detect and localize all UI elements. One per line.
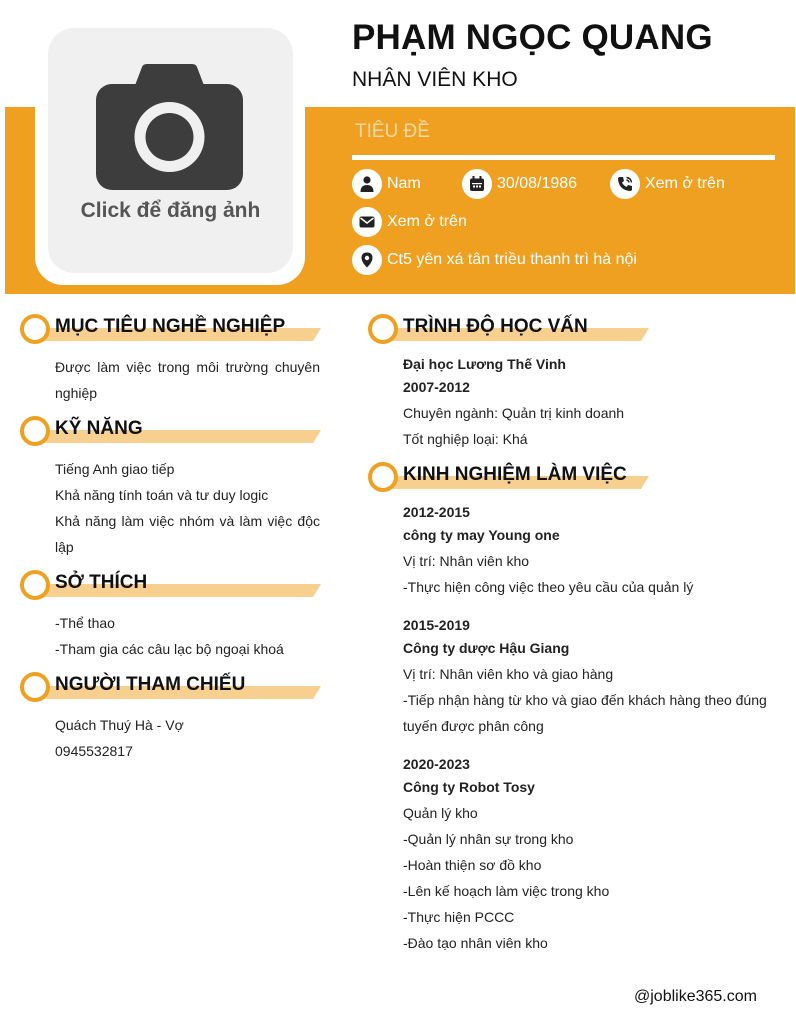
section-marker <box>20 672 50 702</box>
hobby-item[interactable]: -Tham gia các câu lạc bộ ngoại khoá <box>55 641 284 657</box>
job-title[interactable]: NHÂN VIÊN KHO <box>352 68 518 91</box>
skill-item[interactable]: Tiếng Anh giao tiếp <box>55 461 175 477</box>
birthday-value: 30/08/1986 <box>497 175 578 192</box>
section-hobbies <box>20 569 320 603</box>
job-line[interactable]: Vị trí: Nhân viên kho và giao hàng <box>403 666 614 682</box>
gender-row[interactable] <box>352 169 421 199</box>
job-company[interactable]: công ty may Young one <box>403 527 560 543</box>
job-years[interactable]: 2015-2019 <box>403 617 470 633</box>
section-title[interactable]: SỞ THÍCH <box>55 572 148 593</box>
section-experience <box>368 461 648 495</box>
photo-caption: Click để đăng ảnh <box>80 199 261 222</box>
section-education <box>368 313 648 347</box>
education-grade[interactable]: Tốt nghiệp loại: Khá <box>403 431 528 447</box>
user-icon <box>352 169 382 199</box>
job-company[interactable]: Công ty Robot Tosy <box>403 779 535 795</box>
education-major[interactable]: Chuyên ngành: Quản trị kinh doanh <box>403 405 625 421</box>
phone-icon <box>610 169 640 199</box>
job-line[interactable]: -Lên kế hoạch làm việc trong kho <box>403 883 610 899</box>
job-years[interactable]: 2020-2023 <box>403 756 470 772</box>
section-title[interactable]: KỸ NĂNG <box>55 418 143 439</box>
job-line[interactable]: -Thực hiện công việc theo yêu cầu của quản lý <box>403 579 694 595</box>
section-objective <box>20 313 320 347</box>
section-title[interactable]: KINH NGHIỆM LÀM VIỆC <box>403 464 627 485</box>
job-line[interactable]: Vị trí: Nhân viên kho <box>403 553 530 569</box>
reference-item[interactable]: Quách Thuý Hà - Vợ <box>55 717 184 733</box>
job-line[interactable]: Quản lý kho <box>403 805 478 821</box>
email-value: Xem ở trên <box>387 213 467 230</box>
job-line[interactable]: -Tiếp nhận hàng từ kho và giao đến khách hàng theo đúng tuyến được phân công <box>403 692 767 734</box>
candidate-name[interactable]: PHẠM NGỌC QUANG <box>352 18 713 57</box>
objective-text[interactable]: Được làm việc trong môi trường chuyên nghiệp <box>55 359 320 401</box>
reference-item[interactable]: 0945532817 <box>55 743 133 759</box>
email-row[interactable] <box>352 207 467 237</box>
skill-item[interactable]: Khả năng làm việc nhóm và làm việc độc lập <box>55 513 320 555</box>
birthday-row[interactable] <box>462 169 577 199</box>
skill-item[interactable]: Khả năng tính toán và tư duy logic <box>55 487 269 503</box>
phone-value: Xem ở trên <box>645 175 725 192</box>
section-references <box>20 671 320 705</box>
section-marker <box>368 314 398 344</box>
section-title[interactable]: MỤC TIÊU NGHỀ NGHIỆP <box>55 316 286 337</box>
address-row[interactable] <box>352 245 637 275</box>
location-pin-icon <box>352 245 382 275</box>
section-skills <box>20 415 320 449</box>
job-line[interactable]: -Thực hiện PCCC <box>403 909 515 925</box>
footer-watermark: @joblike365.com <box>634 988 757 1005</box>
section-marker <box>20 570 50 600</box>
address-value: Ct5 yên xá tân triều thanh trì hà nội <box>387 251 637 268</box>
subtitle-underline <box>352 155 775 160</box>
camera-icon <box>96 64 243 192</box>
job-line[interactable]: -Đào tạo nhân viên kho <box>403 935 548 951</box>
education-years[interactable]: 2007-2012 <box>403 379 470 395</box>
gender-value: Nam <box>387 175 421 192</box>
section-marker <box>20 416 50 446</box>
section-marker <box>368 462 398 492</box>
job-company[interactable]: Công ty dược Hậu Giang <box>403 640 570 656</box>
section-title[interactable]: NGƯỜI THAM CHIẾU <box>55 674 246 695</box>
envelope-icon <box>352 207 382 237</box>
subtitle-placeholder[interactable]: TIÊU ĐỀ <box>355 121 430 142</box>
section-marker <box>20 314 50 344</box>
hobby-item[interactable]: -Thể thao <box>55 615 115 631</box>
photo-upload-area[interactable] <box>48 28 293 273</box>
job-line[interactable]: -Hoàn thiện sơ đồ kho <box>403 857 542 873</box>
section-title[interactable]: TRÌNH ĐỘ HỌC VẤN <box>403 316 588 337</box>
phone-row[interactable] <box>610 169 725 199</box>
job-line[interactable]: -Quản lý nhân sự trong kho <box>403 831 574 847</box>
calendar-icon <box>462 169 492 199</box>
education-school[interactable]: Đại học Lương Thế Vinh <box>403 356 566 372</box>
job-years[interactable]: 2012-2015 <box>403 504 470 520</box>
